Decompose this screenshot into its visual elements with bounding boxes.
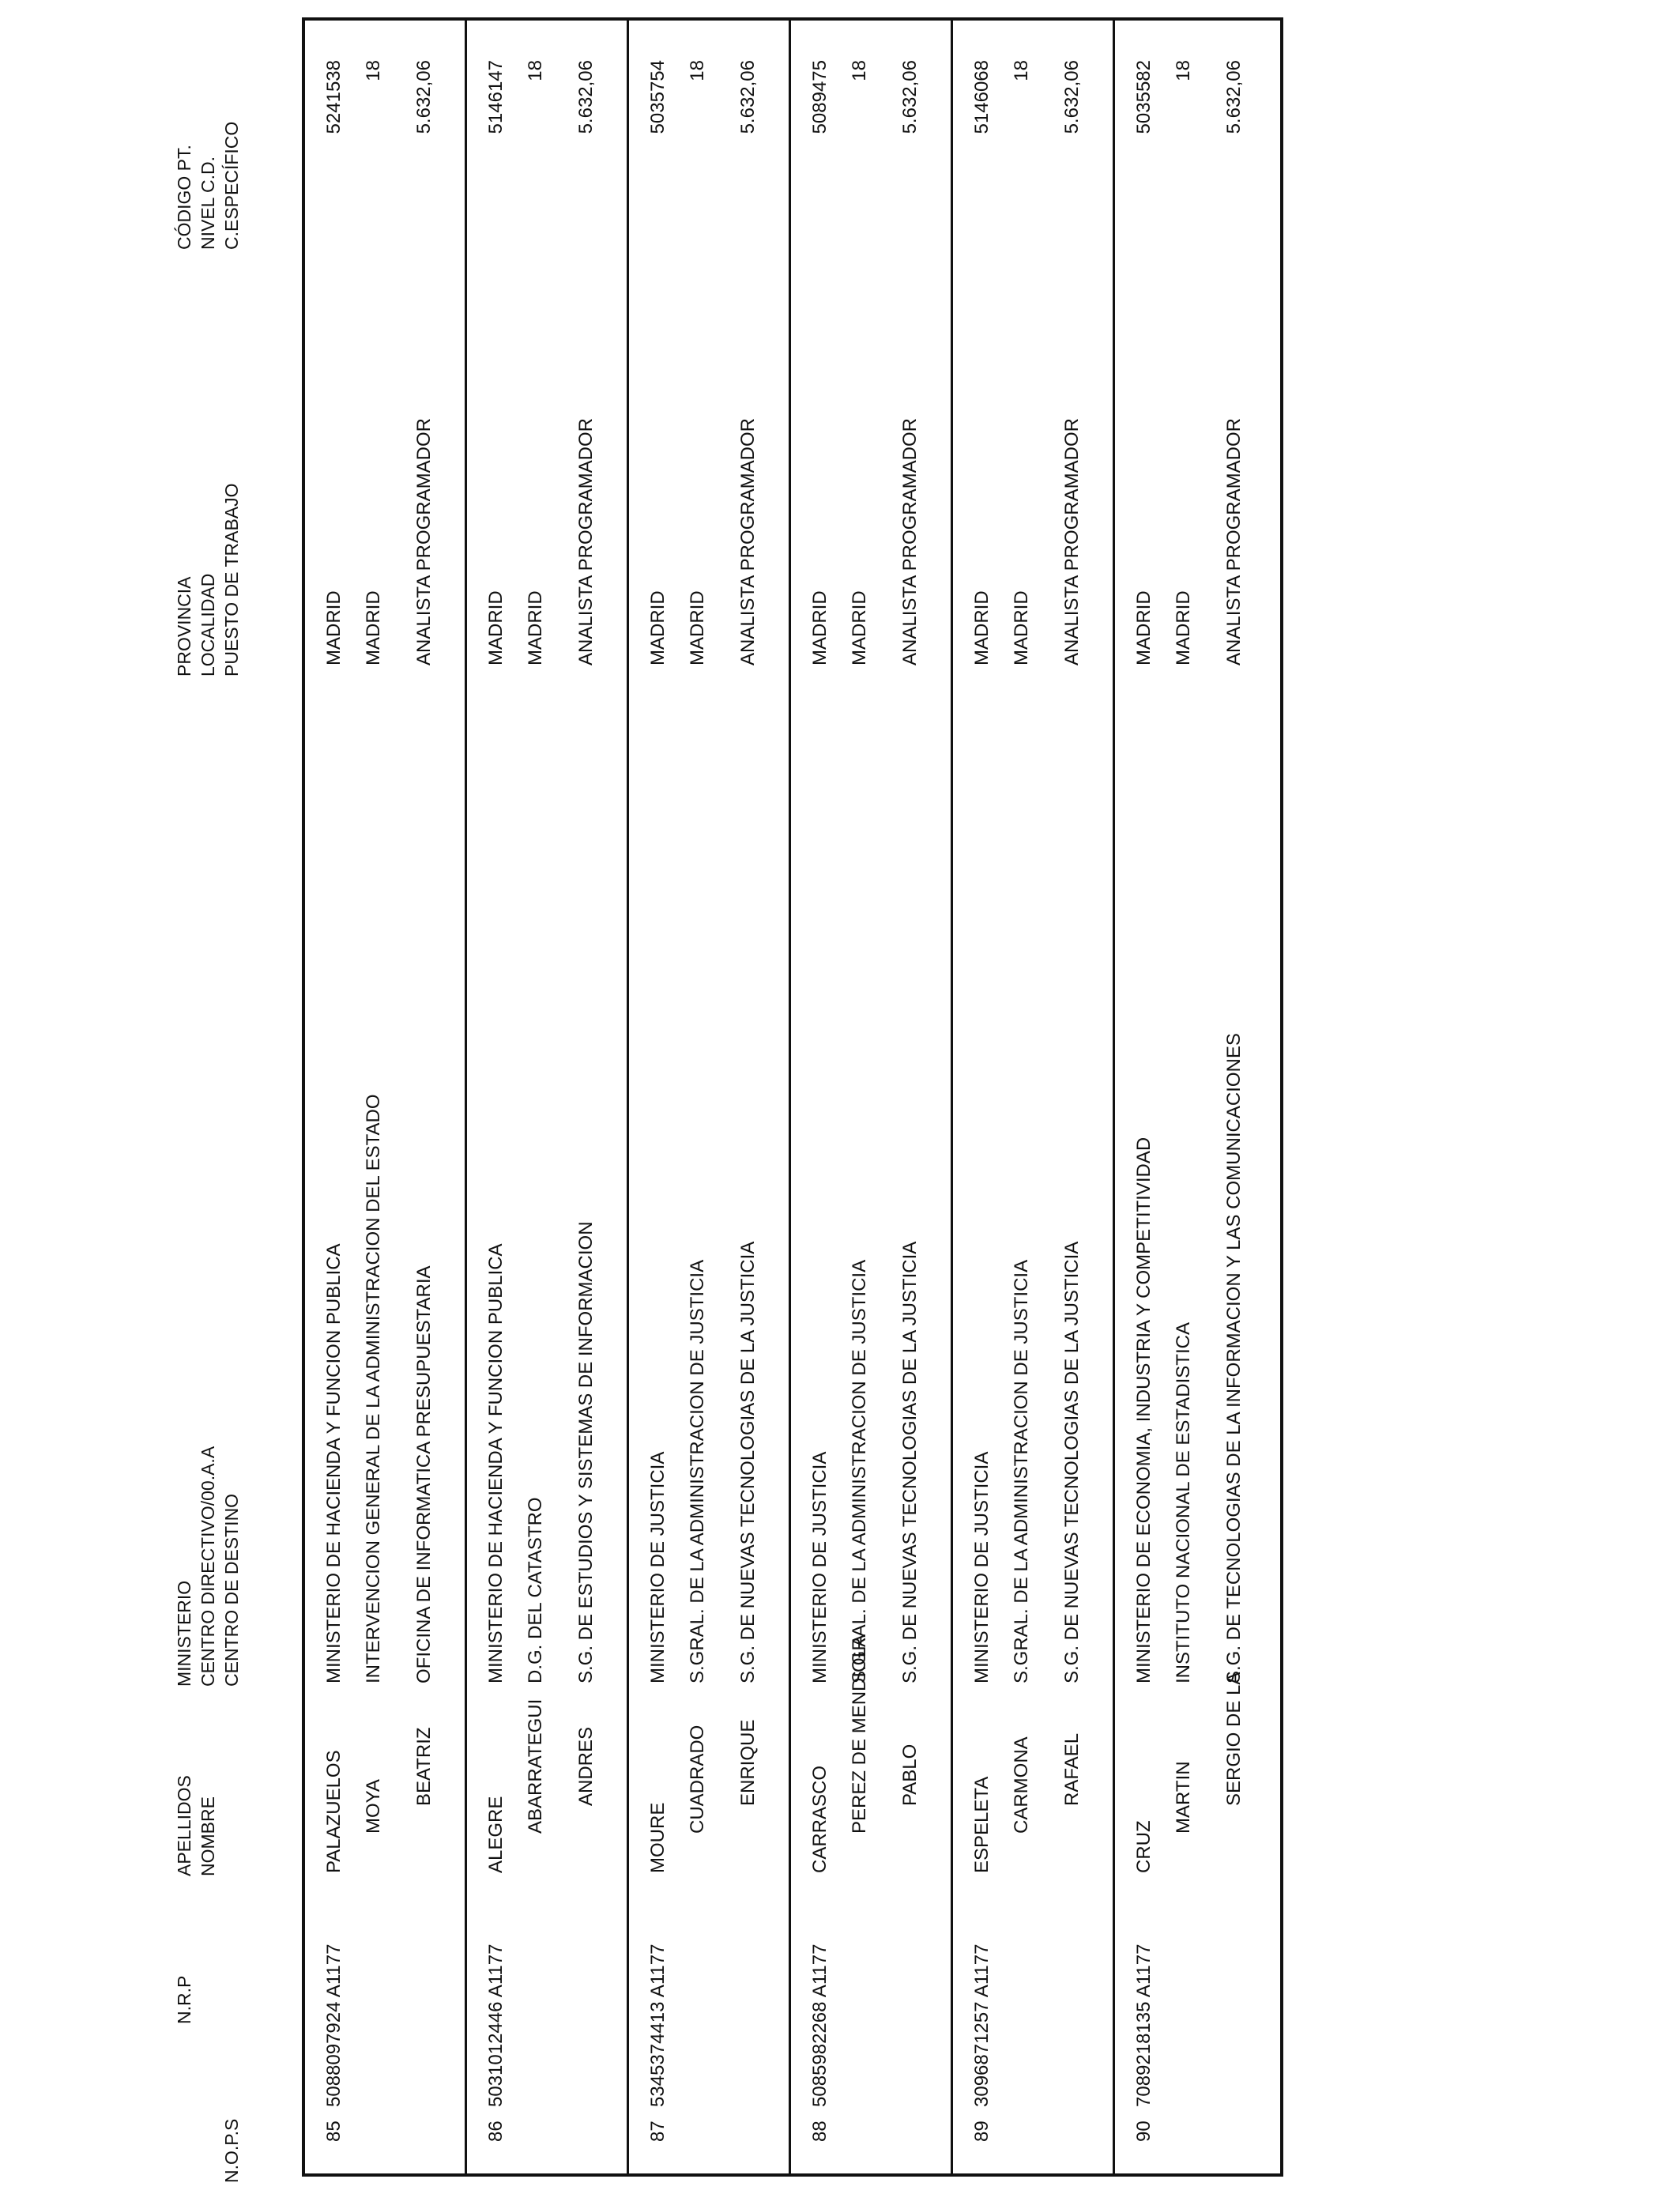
puesto-cell: ANALISTA PROGRAMADOR bbox=[413, 418, 435, 665]
apellido2-cell: CUADRADO bbox=[687, 1725, 708, 1834]
codigo-cell: 5146068 bbox=[971, 60, 993, 134]
ministerio-cell: MINISTERIO DE HACIENDA Y FUNCION PUBLICA bbox=[485, 1243, 507, 1683]
ministerio-cell: MINISTERIO DE HACIENDA Y FUNCION PUBLICA bbox=[323, 1243, 345, 1683]
ministerio-cell: MINISTERIO DE JUSTICIA bbox=[647, 1451, 669, 1683]
apellido1-cell: MOURE bbox=[647, 1802, 669, 1873]
apellido2-cell: PEREZ DE MENDIOLA bbox=[849, 1634, 870, 1834]
nivel-cell: 18 bbox=[849, 60, 870, 81]
header-puesto-label: PUESTO DE TRABAJO bbox=[221, 483, 242, 677]
table-row bbox=[1115, 21, 1277, 2173]
provincia-cell: MADRID bbox=[323, 590, 345, 665]
localidad-cell: MADRID bbox=[363, 590, 384, 665]
centro-destino-cell: S.G. DE NUEVAS TECNOLOGIAS DE LA JUSTICIA bbox=[737, 1241, 759, 1683]
puesto-cell: ANALISTA PROGRAMADOR bbox=[737, 418, 759, 665]
ministerio-cell: MINISTERIO DE JUSTICIA bbox=[971, 1451, 993, 1683]
nivel-cell: 18 bbox=[1173, 60, 1194, 81]
codigo-cell: 5089475 bbox=[809, 60, 831, 134]
centro-directivo-cell: S.GRAL. DE LA ADMINISTRACION DE JUSTICIA bbox=[1011, 1259, 1032, 1683]
provincia-cell: MADRID bbox=[647, 590, 669, 665]
ministerio-cell: MINISTERIO DE JUSTICIA bbox=[809, 1451, 831, 1683]
nops-cell: 87 bbox=[647, 2120, 669, 2142]
header-nrp bbox=[172, 1976, 196, 2024]
nrp-cell: 5031012446 A1177 bbox=[485, 1943, 507, 2107]
nops-cell: 88 bbox=[809, 2120, 831, 2142]
nivel-cell: 18 bbox=[687, 60, 708, 81]
nrp-cell: 7089218135 A1177 bbox=[1133, 1943, 1155, 2107]
puesto-cell: ANALISTA PROGRAMADOR bbox=[575, 418, 597, 665]
nombre-cell: ANDRES bbox=[575, 1726, 597, 1806]
header-ministerio-label: MINISTERIO bbox=[174, 1580, 194, 1687]
header-nivel-label: NIVEL C.D. bbox=[198, 156, 218, 250]
provincia-cell: MADRID bbox=[1133, 590, 1155, 665]
centro-destino-cell: OFICINA DE INFORMATICA PRESUPUESTARIA bbox=[413, 1265, 435, 1683]
nombre-cell: RAFAEL bbox=[1061, 1732, 1083, 1806]
header-nrp-label: N.R.P bbox=[174, 1975, 194, 2024]
especifico-cell: 5.632,06 bbox=[1223, 60, 1245, 134]
header-especifico-label: C.ESPECÍFICO bbox=[221, 121, 242, 250]
nrp-cell: 5088097924 A1177 bbox=[323, 1943, 345, 2107]
header-nombre-label: NOMBRE bbox=[198, 1796, 218, 1876]
nops-cell: 89 bbox=[971, 2120, 993, 2142]
header-provincia-label: PROVINCIA bbox=[174, 576, 194, 677]
provincia-cell: MADRID bbox=[809, 590, 831, 665]
header-centro-destino-label: CENTRO DE DESTINO bbox=[221, 1493, 242, 1687]
apellido2-cell: MOYA bbox=[363, 1779, 384, 1834]
especifico-cell: 5.632,06 bbox=[899, 60, 921, 134]
localidad-cell: MADRID bbox=[1173, 590, 1194, 665]
apellido2-cell: MARTIN bbox=[1173, 1761, 1194, 1834]
nrp-cell: 3096871257 A1177 bbox=[971, 1943, 993, 2107]
nops-cell: 90 bbox=[1133, 2120, 1155, 2142]
apellido1-cell: ALEGRE bbox=[485, 1796, 507, 1873]
nombre-cell: PABLO bbox=[899, 1744, 921, 1806]
nops-cell: 85 bbox=[323, 2120, 345, 2142]
table-row bbox=[467, 21, 629, 2173]
especifico-cell: 5.632,06 bbox=[413, 60, 435, 134]
codigo-cell: 5146147 bbox=[485, 60, 507, 134]
localidad-cell: MADRID bbox=[849, 590, 870, 665]
header-centro-directivo-label: CENTRO DIRECTIVO/00.A.A bbox=[198, 1446, 218, 1687]
header-provincia-puesto bbox=[172, 483, 243, 677]
ministerio-cell: MINISTERIO DE ECONOMIA, INDUSTRIA Y COMPETITIVIDAD bbox=[1133, 1137, 1155, 1683]
especifico-cell: 5.632,06 bbox=[1061, 60, 1083, 134]
apellido1-cell: ESPELETA bbox=[971, 1776, 993, 1873]
nivel-cell: 18 bbox=[1011, 60, 1032, 81]
nrp-cell: 5345374413 A1177 bbox=[647, 1943, 669, 2107]
nops-cell: 86 bbox=[485, 2120, 507, 2142]
table-row bbox=[305, 21, 467, 2173]
apellido2-cell: ABARRATEGUI bbox=[525, 1698, 546, 1834]
localidad-cell: MADRID bbox=[1011, 590, 1032, 665]
centro-directivo-cell: INSTITUTO NACIONAL DE ESTADISTICA bbox=[1173, 1322, 1194, 1683]
provincia-cell: MADRID bbox=[485, 590, 507, 665]
puesto-cell: ANALISTA PROGRAMADOR bbox=[1223, 418, 1245, 665]
centro-destino-cell: S.G. DE TECNOLOGIAS DE LA INFORMACION Y LAS COMUNICACIONES bbox=[1223, 1033, 1245, 1683]
header-nops bbox=[172, 2119, 243, 2183]
nivel-cell: 18 bbox=[525, 60, 546, 81]
especifico-cell: 5.632,06 bbox=[575, 60, 597, 134]
apellido1-cell: CARRASCO bbox=[809, 1765, 831, 1873]
localidad-cell: MADRID bbox=[525, 590, 546, 665]
codigo-cell: 5035582 bbox=[1133, 60, 1155, 134]
header-nops-label: N.O.P.S bbox=[221, 2118, 242, 2183]
apellido2-cell: CARMONA bbox=[1011, 1736, 1032, 1834]
provincia-cell: MADRID bbox=[971, 590, 993, 665]
table-row bbox=[629, 21, 791, 2173]
centro-directivo-cell: S.GRAL. DE LA ADMINISTRACION DE JUSTICIA bbox=[687, 1259, 708, 1683]
puesto-cell: ANALISTA PROGRAMADOR bbox=[899, 418, 921, 665]
centro-destino-cell: S.G. DE NUEVAS TECNOLOGIAS DE LA JUSTICIA bbox=[899, 1241, 921, 1683]
apellido1-cell: PALAZUELOS bbox=[323, 1750, 345, 1873]
centro-directivo-cell: D.G. DEL CATASTRO bbox=[525, 1497, 546, 1683]
apellido1-cell: CRUZ bbox=[1133, 1820, 1155, 1873]
centro-destino-cell: S.G. DE NUEVAS TECNOLOGIAS DE LA JUSTICIA bbox=[1061, 1241, 1083, 1683]
nombre-cell: BEATRIZ bbox=[413, 1727, 435, 1806]
header-apellidos-nombre bbox=[172, 1775, 220, 1876]
puesto-cell: ANALISTA PROGRAMADOR bbox=[1061, 418, 1083, 665]
localidad-cell: MADRID bbox=[687, 590, 708, 665]
records-table bbox=[302, 17, 1283, 2177]
header-codigo-label: CÓDIGO PT. bbox=[174, 145, 194, 250]
nrp-cell: 5085982268 A1177 bbox=[809, 1943, 831, 2107]
header-codigo-nivel bbox=[172, 122, 243, 250]
codigo-cell: 5241538 bbox=[323, 60, 345, 134]
header-apellidos-label: APELLIDOS bbox=[174, 1775, 194, 1876]
nivel-cell: 18 bbox=[363, 60, 384, 81]
header-localidad-label: LOCALIDAD bbox=[198, 573, 218, 677]
header-ministerio-centro bbox=[172, 1446, 243, 1687]
nombre-cell: ENRIQUE bbox=[737, 1719, 759, 1806]
nombre-cell: SERGIO DE LA bbox=[1223, 1672, 1245, 1806]
table-row bbox=[791, 21, 953, 2173]
centro-destino-cell: S.G. DE ESTUDIOS Y SISTEMAS DE INFORMACION bbox=[575, 1221, 597, 1683]
especifico-cell: 5.632,06 bbox=[737, 60, 759, 134]
centro-directivo-cell: INTERVENCION GENERAL DE LA ADMINISTRACION DEL ESTADO bbox=[363, 1094, 384, 1683]
centro-directivo-cell: S.GRAL. DE LA ADMINISTRACION DE JUSTICIA bbox=[849, 1259, 870, 1683]
codigo-cell: 5035754 bbox=[647, 60, 669, 134]
table-row bbox=[953, 21, 1115, 2173]
